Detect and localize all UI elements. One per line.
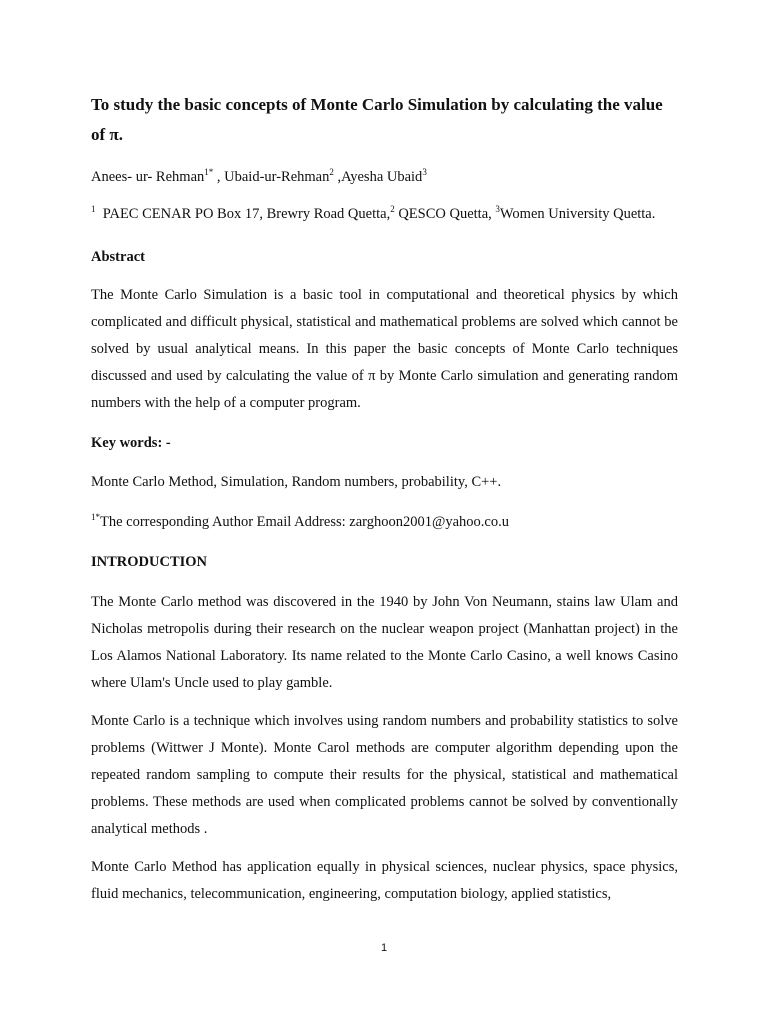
abstract-heading: Abstract: [91, 249, 145, 265]
corresponding-superscript: 1*: [91, 512, 100, 522]
keywords-text: Monte Carlo Method, Simulation, Random numbers, probability, C++.: [91, 474, 502, 490]
introduction-paragraph-3: Monte Carlo Method has application equally in physical sciences, nuclear physics, space physics, fluid mechanics, telecommunication, engineering, computation biology, applied statistics,: [91, 859, 678, 902]
author-superscript: 2: [329, 167, 334, 177]
author-list: [91, 167, 678, 187]
introduction-paragraph-2: Monte Carlo is a technique which involves using random numbers and probability statistics to solve problems (Wittwer J Monte). Monte Carol methods are computer algorithm depending upon the repeated random sampling to compute their results for the physical, statistical and mathematical problems. These methods are used when complicated problems cannot be solved by conventionally analytical methods .: [91, 713, 678, 837]
introduction-heading: INTRODUCTION: [91, 554, 208, 570]
affiliations: [91, 204, 678, 224]
affiliation-text: QESCO Quetta,: [394, 206, 496, 222]
affiliation-superscript: 2: [390, 204, 395, 214]
corresponding-author-note: [91, 512, 678, 532]
page-number: 1: [380, 942, 388, 954]
keywords-heading: Key words: -: [91, 435, 171, 451]
affiliation-text: PAEC CENAR PO Box 17, Brewry Road Quetta,: [95, 206, 391, 222]
abstract-paragraph: The Monte Carlo Simulation is a basic tool in computational and theoretical physics by which complicated and difficult physical, statistical and mathematical problems are solved which cannot be solved by usual analytical means. In this paper the basic concepts of Monte Carlo techniques discussed and used by calculating the value of π by Monte Carlo simulation and generating random numbers with the help of a computer program.: [91, 287, 678, 411]
affiliation-superscript: 3: [495, 204, 500, 214]
affiliation-superscript: 1: [91, 204, 96, 214]
affiliation-text: Women University Quetta.: [499, 206, 656, 222]
author-superscript: 1*: [204, 167, 214, 177]
introduction-paragraph-1: The Monte Carlo method was discovered in the 1940 by John Von Neumann, stains law Ulam and Nicholas metropolis during their research on the nuclear weapon project (Manhattan project) in the Los Alamos National Laboratory. Its name related to the Monte Carlo Casino, a well knows Casino where Ulam's Uncle used to play gamble.: [91, 594, 678, 691]
author-name: ,Ayesha Ubaid: [333, 169, 423, 185]
author-name: Anees- ur- Rehman: [91, 169, 205, 185]
corresponding-author-text: The corresponding Author Email Address: zarghoon2001@yahoo.co.u: [100, 514, 509, 530]
author-superscript: 3: [422, 167, 427, 177]
author-name: , Ubaid-ur-Rehman: [213, 169, 330, 185]
paper-title: To study the basic concepts of Monte Carlo Simulation by calculating the value of π.: [91, 95, 663, 144]
